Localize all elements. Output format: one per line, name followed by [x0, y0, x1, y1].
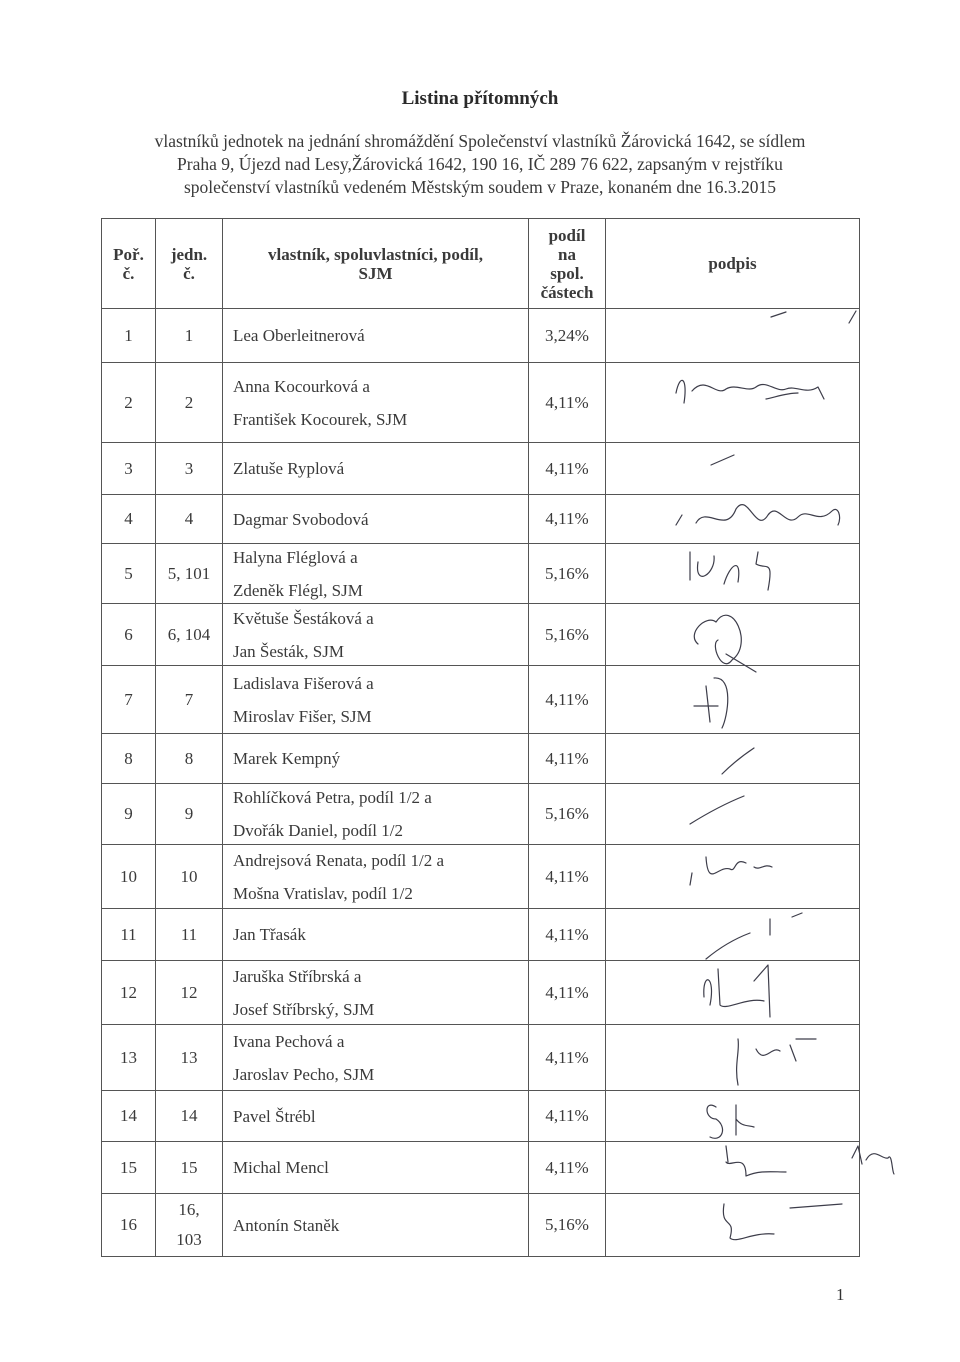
- handwritten-signature: [606, 1142, 859, 1193]
- share-cell: 5,16%: [529, 1194, 606, 1257]
- unit-number-cell: [156, 1091, 223, 1142]
- owner-name: Rohlíčková Petra, podíl 1/2 a: [233, 788, 432, 807]
- handwritten-signature: [606, 666, 859, 733]
- owner-cell: [223, 734, 529, 784]
- share-cell: 4,11%: [529, 666, 606, 734]
- owner-cell: [223, 1142, 529, 1194]
- unit-number: 6, 104: [167, 624, 211, 644]
- table-row: [102, 309, 860, 363]
- unit-number-cell: [156, 544, 223, 604]
- signature-cell: [606, 495, 860, 544]
- owner-cell: [223, 1091, 529, 1142]
- signature-stroke: [711, 455, 734, 465]
- unit-number: 9: [184, 804, 194, 823]
- unit-number-cell: [156, 845, 223, 909]
- intro-paragraph: [60, 130, 900, 199]
- handwritten-signature: [606, 961, 859, 1024]
- owner-name: Dvořák Daniel, podíl 1/2: [233, 821, 403, 840]
- signature-cell: [606, 734, 860, 784]
- unit-number-cell: [156, 1025, 223, 1091]
- signature-cell: [606, 909, 860, 961]
- order-number-cell: 11: [102, 909, 156, 961]
- unit-number-cell: [156, 495, 223, 544]
- owner-name: Zlatuše Ryplová: [233, 459, 345, 478]
- unit-number-cell: [156, 734, 223, 784]
- order-number-cell: 2: [102, 363, 156, 443]
- signature-stroke: [723, 1204, 842, 1240]
- owner-name: Josef Stříbrský, SJM: [233, 999, 375, 1019]
- signature-stroke: [694, 678, 728, 728]
- unit-number-cell: [156, 1142, 223, 1194]
- order-number-cell: 15: [102, 1142, 156, 1194]
- table-row: [102, 784, 860, 845]
- table-row: [102, 909, 860, 961]
- owner-cell: [223, 961, 529, 1025]
- owner-name: Anna Kocourková a: [233, 376, 370, 396]
- header-order-number: Poř. č.: [102, 219, 156, 309]
- share-cell: 4,11%: [529, 1025, 606, 1091]
- signature-cell: [606, 961, 860, 1025]
- owner-name: Ladislava Fišerová a: [233, 673, 374, 693]
- signature-cell: [606, 443, 860, 495]
- owner-name: Halyna Fléglová a: [233, 547, 358, 567]
- owner-name: Andrejsová Renata, podíl 1/2 a: [233, 850, 445, 870]
- share-cell: 5,16%: [529, 544, 606, 604]
- owner-cell: [223, 666, 529, 734]
- share-cell: 4,11%: [529, 363, 606, 443]
- table-row: [102, 734, 860, 784]
- signature-stroke: [676, 505, 840, 525]
- handwritten-signature: [606, 1091, 859, 1141]
- unit-number: 15: [180, 1157, 198, 1177]
- owner-name: Mošna Vratislav, podíl 1/2: [233, 883, 413, 903]
- table-row: [102, 1025, 860, 1091]
- owner-name: Lea Oberleitnerová: [233, 326, 365, 345]
- signature-cell: [606, 309, 860, 363]
- share-cell: 4,11%: [529, 1142, 606, 1194]
- owner-cell: [223, 604, 529, 666]
- order-number-cell: 8: [102, 734, 156, 784]
- unit-number-cell: [156, 784, 223, 845]
- handwritten-signature: [606, 309, 859, 362]
- table-row: [102, 1194, 860, 1257]
- owner-cell: [223, 1194, 529, 1257]
- owner-name: Zdeněk Flégl, SJM: [233, 580, 363, 600]
- handwritten-signature: [606, 784, 859, 844]
- attendance-table: [101, 218, 860, 1257]
- intro-line: vlastníků jednotek na jednání shromáždění Společenství vlastníků Žárovická 1642, se sídlem: [154, 131, 806, 151]
- header-unit-number: jedn. č.: [156, 219, 223, 309]
- owner-cell: [223, 784, 529, 845]
- table-row: [102, 1091, 860, 1142]
- order-number-cell: 13: [102, 1025, 156, 1091]
- table-row: [102, 443, 860, 495]
- unit-number-cell: [156, 909, 223, 961]
- unit-number: 103: [176, 1230, 202, 1249]
- owner-name: Miroslav Fišer, SJM: [233, 706, 372, 726]
- order-number-cell: 4: [102, 495, 156, 544]
- handwritten-signature: [606, 363, 859, 442]
- unit-number: 8: [184, 748, 194, 768]
- order-number-cell: 3: [102, 443, 156, 495]
- handwritten-signature: [606, 1194, 859, 1256]
- signature-stroke: [676, 380, 824, 403]
- unit-number: 11: [180, 924, 198, 944]
- handwritten-signature: [606, 1025, 859, 1090]
- order-number-cell: 12: [102, 961, 156, 1025]
- unit-number: 3: [184, 458, 194, 478]
- handwritten-signature: [606, 495, 859, 543]
- signature-cell: [606, 604, 860, 666]
- share-cell: 4,11%: [529, 909, 606, 961]
- owner-name: František Kocourek, SJM: [233, 409, 408, 429]
- unit-number-cell: [156, 309, 223, 363]
- order-number-cell: 7: [102, 666, 156, 734]
- table-row: [102, 845, 860, 909]
- signature-cell: [606, 784, 860, 845]
- signature-stroke: [722, 748, 754, 774]
- share-cell: 5,16%: [529, 604, 606, 666]
- unit-number: 10: [180, 866, 198, 886]
- owner-cell: [223, 363, 529, 443]
- owner-name: Jan Šesták, SJM: [233, 641, 344, 661]
- table-row: [102, 363, 860, 443]
- handwritten-signature: [606, 443, 859, 494]
- signature-stroke: [694, 615, 756, 672]
- intro-line: společenství vlastníků vedeném Městským soudem v Praze, konaném dne 16.3.2015: [184, 177, 776, 197]
- unit-number-cell: [156, 961, 223, 1025]
- owner-cell: [223, 309, 529, 363]
- owner-name: Marek Kempný: [233, 749, 341, 768]
- signature-cell: [606, 363, 860, 443]
- handwritten-signature: [606, 845, 859, 908]
- share-cell: 5,16%: [529, 784, 606, 845]
- table-row: [102, 1142, 860, 1194]
- unit-number-cell: [156, 443, 223, 495]
- header-share: podíl na spol. částech: [529, 219, 606, 309]
- order-number-cell: 9: [102, 784, 156, 845]
- header-signature: podpis: [606, 219, 860, 309]
- owner-cell: [223, 909, 529, 961]
- owner-cell: [223, 443, 529, 495]
- table-row: [102, 544, 860, 604]
- signature-cell: [606, 1194, 860, 1257]
- share-cell: 4,11%: [529, 961, 606, 1025]
- signature-cell: [606, 544, 860, 604]
- handwritten-signature: [606, 734, 859, 783]
- unit-number: 13: [180, 1047, 198, 1067]
- unit-number: 4: [184, 509, 194, 528]
- signature-stroke: [706, 913, 802, 959]
- unit-number: 2: [184, 392, 194, 412]
- owner-name: Jaroslav Pecho, SJM: [233, 1064, 375, 1084]
- signature-stroke: [690, 796, 744, 824]
- signature-stroke: [726, 1146, 894, 1176]
- unit-number: 14: [180, 1106, 198, 1125]
- signature-stroke: [737, 1039, 816, 1085]
- signature-stroke: [690, 552, 770, 590]
- owner-cell: [223, 845, 529, 909]
- signature-stroke: [707, 1105, 754, 1138]
- signature-stroke: [704, 965, 770, 1017]
- owner-name: Pavel Štrébl: [233, 1106, 316, 1126]
- order-number-cell: 1: [102, 309, 156, 363]
- owner-name: Jan Třasák: [233, 925, 306, 944]
- owner-cell: [223, 495, 529, 544]
- unit-number-cell: [156, 666, 223, 734]
- handwritten-signature: [606, 909, 859, 960]
- signature-cell: [606, 666, 860, 734]
- share-cell: 4,11%: [529, 495, 606, 544]
- signature-cell: [606, 1025, 860, 1091]
- handwritten-signature: [606, 544, 859, 603]
- share-cell: 4,11%: [529, 845, 606, 909]
- order-number-cell: 14: [102, 1091, 156, 1142]
- signature-cell: [606, 1142, 860, 1194]
- signature-cell: [606, 1091, 860, 1142]
- unit-number: 5, 101: [167, 563, 211, 583]
- owner-name: Antonín Staněk: [233, 1215, 340, 1235]
- order-number-cell: 6: [102, 604, 156, 666]
- owner-name: Dagmar Svobodová: [233, 509, 369, 529]
- handwritten-signature: [606, 604, 859, 665]
- table-row: [102, 666, 860, 734]
- owner-name: Michal Mencl: [233, 1158, 329, 1177]
- unit-number: 1: [184, 325, 194, 345]
- owner-name: Květuše Šestáková a: [233, 608, 374, 628]
- table-row: [102, 604, 860, 666]
- owner-name: Ivana Pechová a: [233, 1031, 345, 1051]
- document-title: Listina přítomných: [401, 88, 559, 109]
- order-number-cell: 5: [102, 544, 156, 604]
- unit-number: 7: [184, 689, 194, 709]
- signature-stroke: [690, 857, 772, 885]
- intro-line: Praha 9, Újezd nad Lesy,Žárovická 1642, 190 16, IČ 289 76 622, zapsaným v rejstříku: [177, 154, 783, 174]
- share-cell: 4,11%: [529, 1091, 606, 1142]
- order-number-cell: 10: [102, 845, 156, 909]
- owner-cell: [223, 1025, 529, 1091]
- share-cell: 3,24%: [529, 309, 606, 363]
- page-number: 1: [836, 1285, 845, 1304]
- unit-number-cell: [156, 363, 223, 443]
- signature-cell: [606, 845, 860, 909]
- header-row: [102, 219, 860, 309]
- share-cell: 4,11%: [529, 443, 606, 495]
- owner-cell: [223, 544, 529, 604]
- share-cell: 4,11%: [529, 734, 606, 784]
- unit-number-cell: [156, 1194, 223, 1257]
- owner-name: Jaruška Stříbrská a: [233, 966, 362, 986]
- signature-stroke: [771, 311, 856, 323]
- unit-number: 16,: [178, 1200, 200, 1219]
- table-row: [102, 495, 860, 544]
- unit-number-cell: [156, 604, 223, 666]
- unit-number: 12: [180, 982, 198, 1002]
- header-owner: vlastník, spoluvlastníci, podíl, SJM: [223, 219, 529, 309]
- order-number-cell: 16: [102, 1194, 156, 1257]
- table-row: [102, 961, 860, 1025]
